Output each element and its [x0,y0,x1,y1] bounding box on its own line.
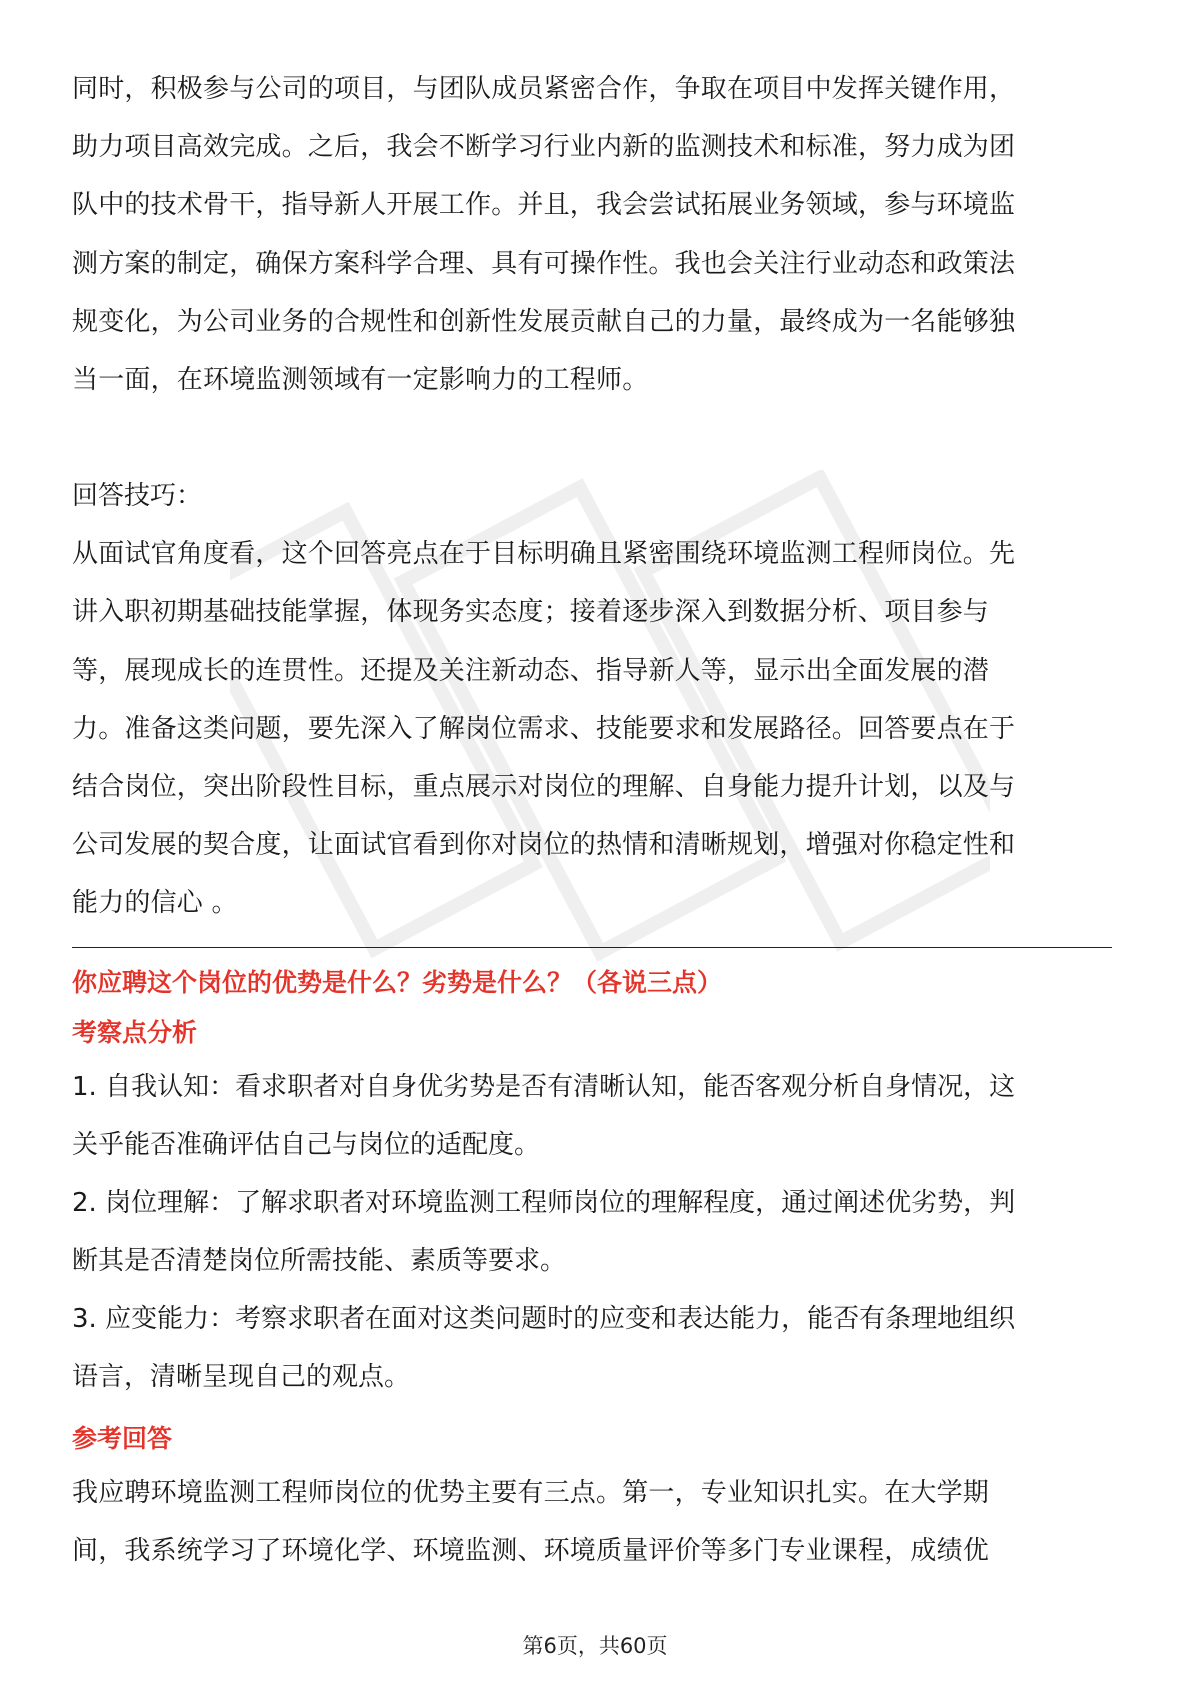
text-line: 测方案的制定，确保方案科学合理、具有可操作性。我也会关注行业动态和政策法 [72,248,1016,279]
text-line: 从面试官角度看，这个回答亮点在于目标明确且紧密围绕环境监测工程师岗位。先 [72,539,1016,570]
list-item [72,1174,1112,1290]
tips-label: 回答技巧： [72,481,203,512]
text-line: 当一面，在环境监测领域有一定影响力的工程师。 [72,365,649,396]
text-line: 我应聘环境监测工程师岗位的优势主要有三点。第一，专业知识扎实。在大学期 [72,1477,990,1508]
text-line: 结合岗位，突出阶段性目标，重点展示对岗位的理解、自身能力提升计划，以及与 [72,772,1016,803]
text-line: 队中的技术骨干，指导新人开展工作。并且，我会尝试拓展业务领域，参与环境监 [72,190,1016,221]
text-line: 讲入职初期基础技能掌握，体现务实态度；接着逐步深入到数据分析、项目参与 [72,597,990,628]
reference-heading: 参考回答 [72,1423,173,1453]
text-line: 规变化，为公司业务的合规性和创新性发展贡献自己的力量，最终成为一名能够独 [72,306,1016,337]
text-line: 2. 岗位理解：了解求职者对环境监测工程师岗位的理解程度，通过阐述优劣势，判 [72,1187,1016,1218]
text-line: 1. 自我认知：看求职者对自身优劣势是否有清晰认知，能否客观分析自身情况，这 [72,1071,1016,1102]
text-line: 能力的信心 。 [72,888,238,919]
text-line: 力。准备这类问题，要先深入了解岗位需求、技能要求和发展路径。回答要点在于 [72,713,1016,744]
text-line: 3. 应变能力：考察求职者在面对这类问题时的应变和表达能力，能否有条理地组织 [72,1303,1016,1334]
analysis-section [72,1008,1112,1406]
question-title: 你应聘这个岗位的优势是什么？劣势是什么？（各说三点） [72,967,723,997]
section-divider [72,947,1112,948]
text-line: 语言，清晰呈现自己的观点。 [72,1361,411,1392]
text-line: 关乎能否准确评估自己与岗位的适配度。 [72,1129,541,1160]
text-line: 公司发展的契合度，让面试官看到你对岗位的热情和清晰规划，增强对你稳定性和 [72,830,1016,861]
reference-section [72,1414,1112,1580]
text-line: 断其是否清楚岗位所需技能、素质等要求。 [72,1245,567,1276]
text-line: 等，展现成长的连贯性。还提及关注新动态、指导新人等，显示出全面发展的潜 [72,655,990,686]
page-content [72,60,1112,1580]
text-line: 同时，积极参与公司的项目，与团队成员紧密合作，争取在项目中发挥关键作用， [72,74,1016,104]
page-number: 第6页，共60页 [522,1634,668,1658]
answer-tips-section [72,467,1112,932]
text-line: 间，我系统学习了环境化学、环境监测、环境质量评价等多门专业课程，成绩优 [72,1535,990,1566]
text-line: 助力项目高效完成。之后，我会不断学习行业内新的监测技术和标准，努力成为团 [72,132,1016,163]
list-item [72,1290,1112,1406]
intro-paragraph [72,60,1112,409]
list-item [72,1058,1112,1174]
analysis-heading: 考察点分析 [72,1017,198,1047]
